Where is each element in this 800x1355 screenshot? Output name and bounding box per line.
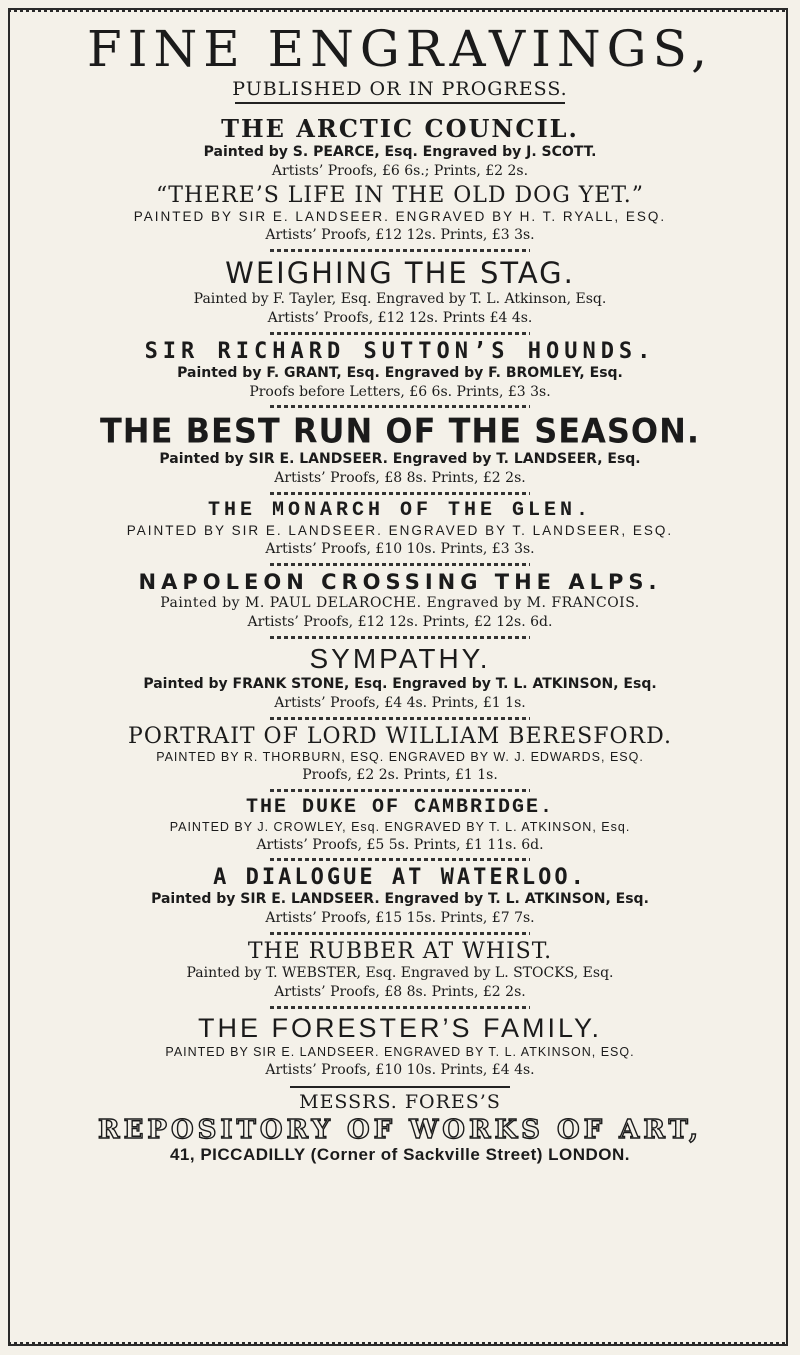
divider [270, 717, 530, 720]
engraving-credit: PAINTED BY J. CROWLEY, Esq. ENGRAVED BY T. L. ATKINSON, Esq. [169, 819, 631, 834]
engraving-credit: PAINTED BY SIR E. LANDSEER. ENGRAVED BY H. T. RYALL, ESQ. [133, 208, 667, 224]
engraving-prices: Artists’ Proofs, £6 6s.; Prints, £2 2s. [271, 162, 529, 179]
engraving-prices: Proofs before Letters, £6 6s. Prints, £3 3s. [249, 383, 551, 400]
engraving-prices: Artists’ Proofs, £5 5s. Prints, £1 11s. 6d. [256, 836, 544, 853]
divider [270, 1006, 530, 1009]
engraving-credit: Painted by SIR E. LANDSEER. Engraved by T. LANDSEER, Esq. [159, 451, 641, 468]
engraving-prices: Artists’ Proofs, £4 4s. Prints, £1 1s. [274, 695, 526, 712]
engraving-credit: PAINTED BY R. THORBURN, ESQ. ENGRAVED BY W. J. EDWARDS, ESQ. [156, 749, 644, 764]
engraving-title: THE DUKE OF CAMBRIDGE. [245, 795, 555, 819]
divider [270, 405, 530, 408]
engraving-credit: Painted by M. PAUL DELAROCHE. Engraved by M. FRANCOIS. [160, 595, 640, 612]
divider [270, 636, 530, 639]
engraving-title: THE MONARCH OF THE GLEN. [207, 499, 593, 523]
engraving-entry [18, 865, 782, 928]
engraving-credit: Painted by FRANK STONE, Esq. Engraved by T. L. ATKINSON, Esq. [143, 676, 657, 693]
engraving-prices: Artists’ Proofs, £12 12s. Prints, £2 12s. 6d. [247, 614, 553, 631]
engraving-title: WEIGHING THE STAG. [225, 255, 575, 290]
engraving-entry [18, 339, 782, 402]
divider [270, 858, 530, 861]
divider [270, 492, 530, 495]
engraving-entry [18, 1013, 782, 1080]
engraving-entry [18, 499, 782, 559]
engraving-entry [18, 643, 782, 713]
engraving-title: PORTRAIT OF LORD WILLIAM BERESFORD. [128, 723, 672, 749]
engraving-entry [18, 796, 782, 855]
engraving-title: THE ARCTIC COUNCIL. [221, 114, 579, 143]
subtitle-rule [235, 102, 565, 104]
page-subtitle: PUBLISHED OR IN PROGRESS. [232, 78, 568, 100]
engraving-entry [18, 412, 782, 488]
engraving-title: NAPOLEON CROSSING THE ALPS. [138, 570, 662, 595]
engraving-credit: Painted by T. WEBSTER, Esq. Engraved by L. STOCKS, Esq. [186, 965, 614, 982]
page-title: FINE ENGRAVINGS, [87, 20, 713, 78]
engraving-prices: Artists’ Proofs, £12 12s. Prints, £3 3s. [265, 227, 535, 243]
engraving-title: SIR RICHARD SUTTON’S HOUNDS. [144, 338, 656, 364]
divider [270, 249, 530, 252]
engraving-title: SYMPATHY. [309, 643, 491, 675]
engraving-title: A DIALOGUE AT WATERLOO. [213, 865, 587, 891]
engraving-prices: Artists’ Proofs, £10 10s. Prints, £4 4s. [265, 1061, 535, 1078]
engraving-credit: PAINTED BY SIR E. LANDSEER. ENGRAVED BY T. L. ATKINSON, ESQ. [165, 1045, 635, 1059]
engraving-credit: PAINTED BY SIR E. LANDSEER. ENGRAVED BY T. LANDSEER, ESQ. [126, 523, 674, 539]
engraving-entry [18, 183, 782, 245]
engraving-title: “THERE’S LIFE IN THE OLD DOG YET.” [155, 182, 645, 208]
divider [270, 932, 530, 935]
engraving-entry [18, 256, 782, 328]
engraving-entry [18, 570, 782, 632]
engraving-prices: Artists’ Proofs, £10 10s. Prints, £3 3s. [265, 541, 535, 558]
engraving-prices: Artists’ Proofs, £8 8s. Prints, £2 2s. [274, 984, 526, 1001]
repository-title: REPOSITORY OF WORKS OF ART, [97, 1114, 703, 1145]
engraving-prices: Artists’ Proofs, £8 8s. Prints, £2 2s. [274, 470, 526, 487]
engraving-credit: Painted by SIR E. LANDSEER. Engraved by T. L. ATKINSON, Esq. [151, 891, 649, 908]
engraving-prices: Proofs, £2 2s. Prints, £1 1s. [302, 766, 498, 783]
publisher-address: 41, PICCADILLY (Corner of Sackville Street) LONDON. [169, 1144, 631, 1164]
divider [270, 789, 530, 792]
engraving-credit: Painted by F. Tayler, Esq. Engraved by T. L. Atkinson, Esq. [193, 290, 607, 307]
publisher-name: MESSRS. FORES’S [299, 1090, 501, 1113]
footer-rule [290, 1086, 510, 1088]
engraving-prices: Artists’ Proofs, £15 15s. Prints, £7 7s. [265, 910, 535, 927]
engraving-title: THE RUBBER AT WHIST. [247, 939, 553, 965]
engraving-entry [18, 114, 782, 181]
engraving-title: THE BEST RUN OF THE SEASON. [99, 411, 701, 452]
engraving-entry [18, 939, 782, 1002]
divider [270, 563, 530, 566]
engraving-credit: Painted by F. GRANT, Esq. Engraved by F. BROMLEY, Esq. [177, 364, 623, 381]
publisher-footer [18, 1086, 782, 1165]
advertisement [18, 20, 782, 1165]
engraving-entry [18, 724, 782, 785]
engraving-title: THE FORESTER’S FAMILY. [197, 1013, 603, 1043]
engraving-credit: Painted by S. PEARCE, Esq. Engraved by J. SCOTT. [203, 144, 597, 160]
engraving-prices: Artists’ Proofs, £12 12s. Prints £4 4s. [267, 309, 533, 326]
engraving-list [18, 114, 782, 1080]
divider [270, 332, 530, 335]
